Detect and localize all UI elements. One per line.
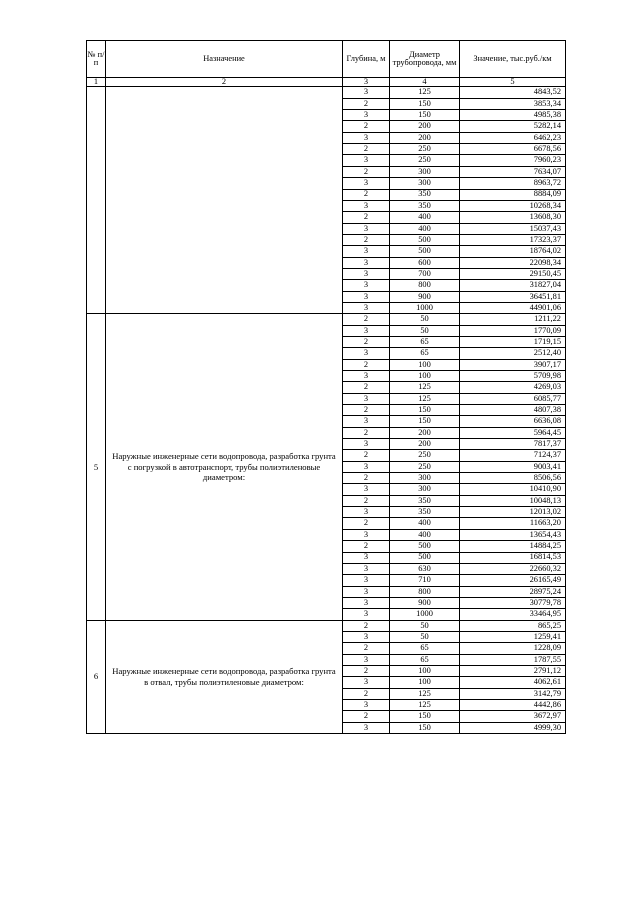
value-cell: 1719,15: [460, 336, 566, 347]
diameter-cell: 150: [390, 98, 460, 109]
value-cell: 13654,43: [460, 529, 566, 540]
value-cell: 8884,09: [460, 189, 566, 200]
value-cell: 7124,37: [460, 450, 566, 461]
diameter-cell: 100: [390, 677, 460, 688]
value-cell: 1259,41: [460, 631, 566, 642]
value-cell: 33464,95: [460, 609, 566, 620]
depth-cell: 3: [343, 280, 390, 291]
diameter-cell: 250: [390, 155, 460, 166]
depth-cell: 2: [343, 212, 390, 223]
value-cell: 44901,06: [460, 302, 566, 313]
diameter-cell: 400: [390, 223, 460, 234]
header-num: № п/п: [87, 41, 106, 78]
diameter-cell: 50: [390, 325, 460, 336]
value-cell: 8963,72: [460, 178, 566, 189]
value-cell: 1228,09: [460, 643, 566, 654]
depth-cell: 3: [343, 178, 390, 189]
value-cell: 1787,55: [460, 654, 566, 665]
value-cell: 10410,90: [460, 484, 566, 495]
diameter-cell: 1000: [390, 609, 460, 620]
value-cell: 6678,56: [460, 144, 566, 155]
depth-cell: 2: [343, 711, 390, 722]
depth-cell: 2: [343, 121, 390, 132]
diameter-cell: 300: [390, 484, 460, 495]
diameter-cell: 400: [390, 529, 460, 540]
diameter-cell: 300: [390, 473, 460, 484]
value-cell: 1770,09: [460, 325, 566, 336]
table-row: [87, 87, 566, 98]
value-cell: 14884,25: [460, 541, 566, 552]
column-index: 4: [390, 78, 460, 87]
value-cell: 4843,52: [460, 87, 566, 98]
header-diameter: Диаметр трубопровода, мм: [390, 41, 460, 78]
depth-cell: 3: [343, 461, 390, 472]
value-cell: 3142,79: [460, 688, 566, 699]
depth-cell: 2: [343, 427, 390, 438]
value-cell: 865,25: [460, 620, 566, 631]
value-cell: 26165,49: [460, 575, 566, 586]
diameter-cell: 125: [390, 688, 460, 699]
depth-cell: 2: [343, 620, 390, 631]
depth-cell: 2: [343, 688, 390, 699]
column-index: 3: [343, 78, 390, 87]
diameter-cell: 50: [390, 631, 460, 642]
value-cell: 22660,32: [460, 563, 566, 574]
diameter-cell: 150: [390, 711, 460, 722]
diameter-cell: 65: [390, 336, 460, 347]
diameter-cell: 630: [390, 563, 460, 574]
depth-cell: 3: [343, 677, 390, 688]
value-cell: 9003,41: [460, 461, 566, 472]
diameter-cell: 200: [390, 427, 460, 438]
depth-cell: 3: [343, 371, 390, 382]
value-cell: 4807,38: [460, 405, 566, 416]
diameter-cell: 100: [390, 359, 460, 370]
depth-cell: 3: [343, 132, 390, 143]
depth-cell: 3: [343, 200, 390, 211]
depth-cell: 2: [343, 382, 390, 393]
diameter-cell: 150: [390, 405, 460, 416]
diameter-cell: 100: [390, 665, 460, 676]
depth-cell: 3: [343, 268, 390, 279]
diameter-cell: 900: [390, 597, 460, 608]
depth-cell: 3: [343, 439, 390, 450]
diameter-cell: 800: [390, 586, 460, 597]
depth-cell: 3: [343, 325, 390, 336]
depth-cell: 3: [343, 563, 390, 574]
value-cell: 17323,37: [460, 234, 566, 245]
diameter-cell: 50: [390, 620, 460, 631]
value-cell: 4269,03: [460, 382, 566, 393]
value-cell: 7817,37: [460, 439, 566, 450]
depth-cell: 3: [343, 155, 390, 166]
depth-cell: 2: [343, 495, 390, 506]
diameter-cell: 50: [390, 314, 460, 325]
diameter-cell: 500: [390, 552, 460, 563]
value-cell: 3672,97: [460, 711, 566, 722]
depth-cell: 2: [343, 359, 390, 370]
depth-cell: 3: [343, 529, 390, 540]
depth-cell: 2: [343, 643, 390, 654]
diameter-cell: 125: [390, 87, 460, 98]
value-cell: 5282,14: [460, 121, 566, 132]
depth-cell: 3: [343, 246, 390, 257]
depth-cell: 3: [343, 507, 390, 518]
value-cell: 15037,43: [460, 223, 566, 234]
diameter-cell: 300: [390, 166, 460, 177]
column-index: 5: [460, 78, 566, 87]
depth-cell: 2: [343, 144, 390, 155]
depth-cell: 3: [343, 654, 390, 665]
diameter-cell: 250: [390, 144, 460, 155]
depth-cell: 3: [343, 722, 390, 733]
value-cell: 4062,61: [460, 677, 566, 688]
depth-cell: 2: [343, 336, 390, 347]
diameter-cell: 350: [390, 189, 460, 200]
diameter-cell: 350: [390, 200, 460, 211]
value-cell: 10048,13: [460, 495, 566, 506]
value-cell: 13608,30: [460, 212, 566, 223]
value-cell: 7634,07: [460, 166, 566, 177]
diameter-cell: 200: [390, 439, 460, 450]
diameter-cell: 350: [390, 507, 460, 518]
header-name: Назначение: [106, 41, 343, 78]
depth-cell: 2: [343, 518, 390, 529]
diameter-cell: 100: [390, 371, 460, 382]
diameter-cell: 150: [390, 416, 460, 427]
depth-cell: 2: [343, 541, 390, 552]
value-cell: 6636,08: [460, 416, 566, 427]
diameter-cell: 125: [390, 393, 460, 404]
depth-cell: 3: [343, 575, 390, 586]
header-depth: Глубина, м: [343, 41, 390, 78]
diameter-cell: 400: [390, 518, 460, 529]
depth-cell: 3: [343, 586, 390, 597]
value-cell: 1211,22: [460, 314, 566, 325]
diameter-cell: 250: [390, 450, 460, 461]
column-index-row: [87, 78, 566, 87]
item-description: Наружные инженерные сети водопровода, разработка грунта с погрузкой в автотранспорт, трубы полиэтиленовые диаметром:: [106, 314, 343, 620]
value-cell: 7960,23: [460, 155, 566, 166]
depth-cell: 3: [343, 87, 390, 98]
depth-cell: 3: [343, 223, 390, 234]
depth-cell: 3: [343, 552, 390, 563]
depth-cell: 3: [343, 631, 390, 642]
diameter-cell: 65: [390, 643, 460, 654]
depth-cell: 3: [343, 609, 390, 620]
diameter-cell: 150: [390, 110, 460, 121]
value-cell: 31827,04: [460, 280, 566, 291]
value-cell: 30779,78: [460, 597, 566, 608]
value-cell: 22098,34: [460, 257, 566, 268]
value-cell: 2512,40: [460, 348, 566, 359]
depth-cell: 3: [343, 302, 390, 313]
value-cell: 12013,02: [460, 507, 566, 518]
value-cell: 4985,38: [460, 110, 566, 121]
column-index: 1: [87, 78, 106, 87]
diameter-cell: 800: [390, 280, 460, 291]
value-cell: 29150,45: [460, 268, 566, 279]
diameter-cell: 125: [390, 382, 460, 393]
depth-cell: 3: [343, 597, 390, 608]
item-number: [87, 87, 106, 314]
depth-cell: 3: [343, 291, 390, 302]
diameter-cell: 500: [390, 234, 460, 245]
diameter-cell: 300: [390, 178, 460, 189]
depth-cell: 3: [343, 393, 390, 404]
depth-cell: 2: [343, 473, 390, 484]
value-cell: 8506,56: [460, 473, 566, 484]
value-cell: 36451,81: [460, 291, 566, 302]
diameter-cell: 350: [390, 495, 460, 506]
diameter-cell: 1000: [390, 302, 460, 313]
item-number: 6: [87, 620, 106, 733]
diameter-cell: 65: [390, 654, 460, 665]
depth-cell: 3: [343, 484, 390, 495]
value-cell: 3853,34: [460, 98, 566, 109]
table-row: [87, 620, 566, 631]
value-cell: 18764,02: [460, 246, 566, 257]
diameter-cell: 150: [390, 722, 460, 733]
value-cell: 16814,53: [460, 552, 566, 563]
diameter-cell: 700: [390, 268, 460, 279]
value-cell: 2791,12: [460, 665, 566, 676]
depth-cell: 2: [343, 234, 390, 245]
depth-cell: 3: [343, 699, 390, 710]
depth-cell: 3: [343, 348, 390, 359]
diameter-cell: 500: [390, 246, 460, 257]
depth-cell: 2: [343, 450, 390, 461]
table-row: [87, 314, 566, 325]
value-cell: 5964,45: [460, 427, 566, 438]
depth-cell: 3: [343, 257, 390, 268]
header-value: Значение, тыс.руб./км: [460, 41, 566, 78]
depth-cell: 2: [343, 98, 390, 109]
diameter-cell: 500: [390, 541, 460, 552]
value-cell: 11663,20: [460, 518, 566, 529]
depth-cell: 3: [343, 416, 390, 427]
value-cell: 28975,24: [460, 586, 566, 597]
diameter-cell: 600: [390, 257, 460, 268]
depth-cell: 2: [343, 314, 390, 325]
diameter-cell: 400: [390, 212, 460, 223]
depth-cell: 2: [343, 665, 390, 676]
header-row: [87, 41, 566, 78]
value-cell: 4999,30: [460, 722, 566, 733]
diameter-cell: 200: [390, 132, 460, 143]
rates-table: [86, 40, 566, 734]
item-description: Наружные инженерные сети водопровода, разработка грунта в отвал, трубы полиэтиленовые диаметром:: [106, 620, 343, 733]
table-body: [87, 87, 566, 734]
value-cell: 6085,77: [460, 393, 566, 404]
value-cell: 5709,98: [460, 371, 566, 382]
diameter-cell: 65: [390, 348, 460, 359]
item-number: 5: [87, 314, 106, 620]
depth-cell: 2: [343, 405, 390, 416]
value-cell: 3907,17: [460, 359, 566, 370]
item-description: [106, 87, 343, 314]
depth-cell: 3: [343, 110, 390, 121]
depth-cell: 2: [343, 166, 390, 177]
diameter-cell: 125: [390, 699, 460, 710]
diameter-cell: 250: [390, 461, 460, 472]
value-cell: 10268,34: [460, 200, 566, 211]
column-index: 2: [106, 78, 343, 87]
diameter-cell: 710: [390, 575, 460, 586]
value-cell: 6462,23: [460, 132, 566, 143]
value-cell: 4442,86: [460, 699, 566, 710]
diameter-cell: 900: [390, 291, 460, 302]
depth-cell: 2: [343, 189, 390, 200]
diameter-cell: 200: [390, 121, 460, 132]
